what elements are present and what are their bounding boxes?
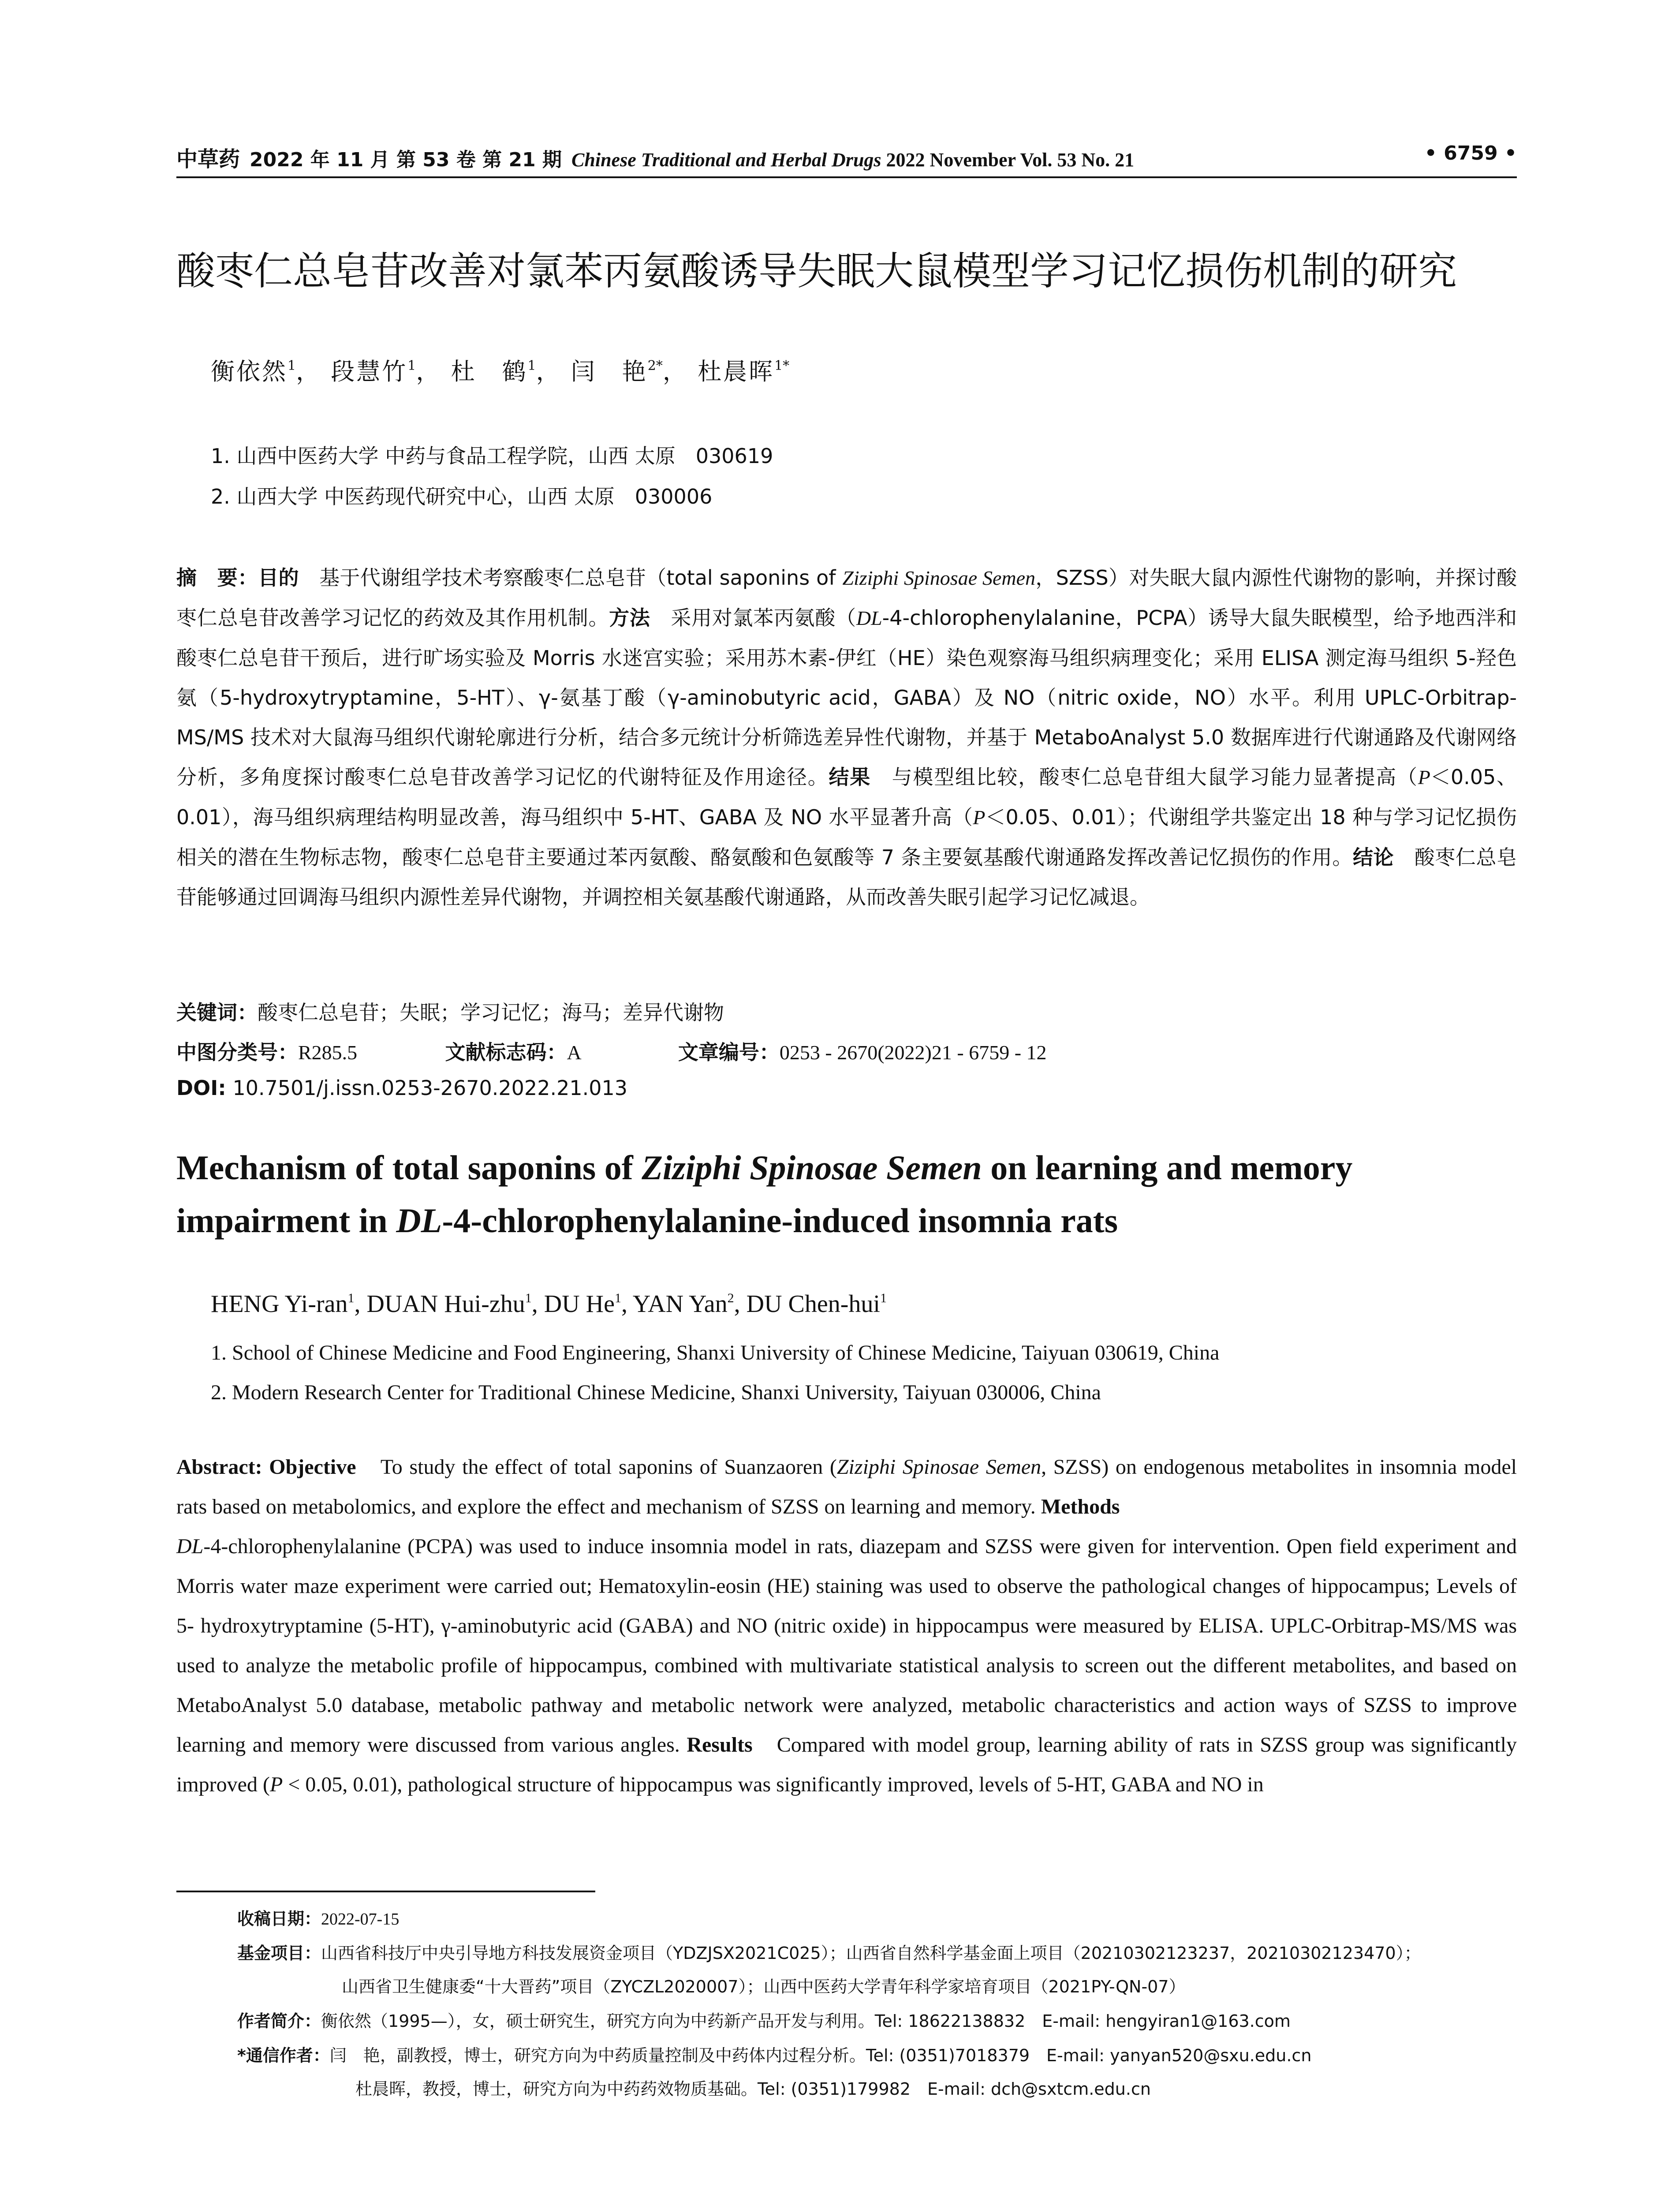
- author-en: DUAN Hui-zhu: [366, 1290, 525, 1318]
- conclusion-label: 结论: [1352, 845, 1394, 869]
- species-name-en: Ziziphi Spinosae Semen: [836, 1455, 1042, 1479]
- results-text: ＜0.05、0.01）；代谢组学共鉴定出 18 种与学习记忆损伤相关的潜在生物标志物，酸枣仁总皂苷主要通过苯丙氨酸、酪氨酸和色氨酸等 7 条主要氨基酸代谢通路发挥改善记忆损伤的作用。: [176, 805, 1517, 869]
- title-en: [176, 1141, 1521, 1247]
- clc-value: R285.5: [298, 1041, 358, 1064]
- received-date: 2022-07-15: [321, 1910, 399, 1928]
- methods-text: 采用对氯苯丙氨酸（: [650, 606, 856, 630]
- doc-code-value: A: [567, 1041, 582, 1064]
- p-value-symbol: P: [973, 806, 986, 829]
- methods-en-label: Methods: [1041, 1495, 1120, 1518]
- objective-en-text: To study the effect of total saponins of Suanzaoren (: [356, 1455, 837, 1479]
- footnote-bio: [237, 2007, 1291, 2032]
- page-number: • 6759 •: [1424, 142, 1517, 164]
- footnote-fund-cont: 山西省卫生健康委“十大晋药”项目（ZYCZL2020007）；山西中医药大学青年科学家培育项目（2021PY-QN-07）: [342, 1977, 1186, 1996]
- footnote-fund: [237, 1940, 1421, 1964]
- title-en-text: Mechanism of total saponins of: [176, 1148, 642, 1187]
- classification-line: [176, 1036, 1047, 1065]
- author-sup: 1: [347, 1291, 355, 1305]
- fund-text: 山西省科技厅中央引导地方科技发展资金项目（YDZJSX2021C025）；山西省自然科学基金面上项目（20210302123237，20210302123470）；: [321, 1943, 1421, 1963]
- title-en-species: Ziziphi Spinosae Semen: [642, 1148, 982, 1187]
- author-sup: 1: [525, 1291, 532, 1305]
- affiliation-cn: 2. 山西大学 中医药现代研究中心，山西 太原 030006: [211, 485, 713, 508]
- footnote-correspondence-cont: 杜晨晖，教授，博士，研究方向为中药药效物质基础。Tel: (0351)179982 E-mail: dch@sxtcm.edu.cn: [355, 2079, 1151, 2099]
- bio-label: 作者简介：: [237, 2011, 321, 2031]
- authors-en: HENG Yi-ran$^1$, DUAN Hui-zhu$^1$, DU He$^1$, YAN Yan$^2$, DU Chen-hui$^1$: [211, 1290, 887, 1318]
- doi-value[interactable]: 10.7501/j.issn.0253-2670.2022.21.013: [232, 1076, 628, 1100]
- affiliation-en: 1. School of Chinese Medicine and Food Engineering, Shanxi University of Chinese Medicine, Taiyuan 030619, China: [211, 1341, 1220, 1364]
- author-sup: 1: [880, 1291, 887, 1305]
- author-cn: 杜 鹤: [451, 358, 528, 385]
- issue-en: 2022 November Vol. 53 No. 21: [886, 149, 1135, 171]
- affiliation-en: 2. Modern Research Center for Traditional Chinese Medicine, Shanxi University, Taiyuan 030006, China: [211, 1381, 1101, 1404]
- bio-text: 衡依然（1995—），女，硕士研究生，研究方向为中药新产品开发与利用。Tel: 18622138832 E-mail: hengyiran1@163.com: [321, 2011, 1291, 2031]
- p-value-symbol-en: P: [269, 1773, 283, 1796]
- species-name: Ziziphi Spinosae Semen: [842, 567, 1035, 589]
- affiliation-cn: 1. 山西中医药大学 中药与食品工程学院，山西 太原 030619: [211, 444, 773, 468]
- author-cn: 衡依然: [211, 358, 287, 385]
- abstract-cn: [176, 558, 1517, 917]
- results-text: ＜0.05、0.01），海马组织病理结构明显改善，海马组织中 5-HT、GABA 及 NO 水平显著升高（: [176, 765, 1517, 829]
- author-sup: 1*: [774, 358, 790, 374]
- abstract-en-label: Abstract: Objective: [176, 1455, 356, 1479]
- author-en: DU Chen-hui: [746, 1290, 880, 1318]
- corr-text: 闫 艳，副教授，博士，研究方向为中药质量控制及中药体内过程分析。Tel: (0351)7018379 E-mail: yanyan520@sxu.edu.cn: [329, 2046, 1312, 2065]
- methods-en-text: -4-chlorophenylalanine (PCPA) was used to induce insomnia model in rats, diazepam and SZSS were given for intervention. Open field experiment and Morris water maze experiment were carried out; Hematoxylin-eosin (HE) staining was used to observe the pathological changes of hippocampus; Levels of 5- hydroxytryptamine (5-HT), γ-aminobutyric acid (GABA) and NO (nitric oxide) in hippocampus were measured by ELISA. UPLC-Orbitrap-MS/MS was used to analyze the metabolic profile of hippocampus, combined with multivariate statistical analysis to screen out the different metabolites, and based on MetaboAnalyst 5.0 database, metabolic pathway and metabolic network were analyzed, metabolic characteristics and action ways of SZSS to improve learning and memory were discussed from various angles.: [176, 1535, 1517, 1757]
- authors-cn: 衡依然$^1$， 段慧竹$^1$， 杜 鹤$^1$， 闫 艳$^{2*}$， 杜晨晖$^{1*}$: [211, 358, 790, 385]
- title-en-text: -4-chlorophenylalanine-induced insomnia rats: [442, 1201, 1118, 1240]
- author-sup: 1: [614, 1291, 621, 1305]
- objective-label: 目的: [258, 566, 299, 590]
- doi-label: DOI:: [176, 1076, 226, 1100]
- title-en-prefix: DL: [396, 1201, 442, 1240]
- author-sup: 1: [407, 358, 416, 374]
- results-en-text: < 0.05, 0.01), pathological structure of hippocampus was significantly improved, levels of 5-HT, GABA and NO in: [283, 1773, 1264, 1796]
- keywords-value: 酸枣仁总皂苷；失眠；学习记忆；海马；差异代谢物: [258, 1001, 724, 1024]
- prefix-italic-en: DL: [176, 1535, 204, 1558]
- author-en: HENG Yi-ran: [211, 1290, 348, 1318]
- p-value-symbol: P: [1418, 766, 1430, 789]
- article-number-label: 文章编号：: [678, 1040, 780, 1064]
- results-en-text: Compared with model group, learning ability of rats in SZSS group was significantly improved (: [176, 1733, 1517, 1796]
- received-label: 收稿日期：: [237, 1909, 321, 1928]
- keywords-cn: [176, 997, 724, 1026]
- doc-code-label: 文献标志码：: [445, 1040, 567, 1064]
- clc-label: 中图分类号：: [176, 1040, 298, 1064]
- objective-text: 基于代谢组学技术考察酸枣仁总皂苷（total saponins of: [299, 566, 843, 590]
- doi-line: [176, 1076, 627, 1100]
- abstract-en: [176, 1447, 1517, 1805]
- running-header: [176, 142, 1517, 177]
- objective-text: ，SZSS）对失眠大鼠内源性代谢物的影响，并探讨酸枣仁总皂苷改善学习记忆的药效及其作用机制。: [176, 566, 1517, 630]
- footnote-divider: [176, 1891, 595, 1892]
- article-number-value: 0253 - 2670(2022)21 - 6759 - 12: [779, 1041, 1047, 1064]
- author-en: YAN Yan: [632, 1290, 728, 1318]
- author-sup: 1: [287, 358, 296, 374]
- journal-name-cn: 中草药: [176, 147, 240, 172]
- methods-text: -4-chlorophenylalanine，PCPA）诱导大鼠失眠模型，给予地西泮和酸枣仁总皂苷干预后，进行旷场实验及 Morris 水迷宫实验；采用苏木素-伊红（HE）染色观察海马组织病理变化；采用 ELISA 测定海马组织 5-羟色氨（5-hydroxytryptamine，5-HT）、γ-氨基丁酸（γ-aminobutyric acid，GABA）及 NO（nitric oxide，NO）水平。利用 UPLC-Orbitrap-MS/MS 技术对大鼠海马组织代谢轮廓进行分析，结合多元统计分析筛选差异性代谢物，并基于 MetaboAnalyst 5.0 数据库进行代谢通路及代谢网络分析，多角度探讨酸枣仁总皂苷改善学习记忆的代谢特征及作用途径。: [176, 606, 1517, 789]
- author-sup: 2*: [647, 358, 663, 374]
- author-sup: 1: [527, 358, 536, 374]
- fund-label: 基金项目：: [237, 1943, 321, 1963]
- footnote-received: [237, 1905, 399, 1929]
- results-label: 结果: [829, 765, 871, 789]
- title-en-text: on learning and memory impairment in: [176, 1148, 1353, 1240]
- issue-cn: 2022 年 11 月 第 53 卷 第 21 期: [250, 149, 562, 171]
- header-divider: [176, 176, 1517, 178]
- prefix-italic: DL: [856, 607, 882, 629]
- results-en-label: Results: [687, 1733, 753, 1757]
- author-cn: 杜晨晖: [698, 358, 775, 385]
- author-cn: 段慧竹: [331, 358, 408, 385]
- conclusion-text: 酸枣仁总皂苷能够通过回调海马组织内源性差异代谢物，并调控相关氨基酸代谢通路，从而改善失眠引起学习记忆减退。: [176, 845, 1517, 909]
- methods-label: 方法: [609, 606, 650, 630]
- objective-en-text: , SZSS) on endogenous metabolites in insomnia model rats based on metabolomics, and explore the effect and mechanism of SZSS on learning and memory.: [176, 1455, 1517, 1518]
- keywords-label: 关键词：: [176, 1001, 258, 1024]
- corr-label: *通信作者：: [237, 2046, 330, 2065]
- author-cn: 闫 艳: [571, 358, 648, 385]
- author-en: DU He: [544, 1290, 615, 1318]
- abstract-label: 摘 要：: [176, 566, 258, 590]
- author-sup: 2: [727, 1291, 734, 1305]
- footnote-correspondence: [237, 2042, 1311, 2066]
- title-cn: 酸枣仁总皂苷改善对氯苯丙氨酸诱导失眠大鼠模型学习记忆损伤机制的研究: [176, 248, 1457, 294]
- results-text: 与模型组比较，酸枣仁总皂苷组大鼠学习能力显著提高（: [870, 765, 1418, 789]
- journal-name-en: Chinese Traditional and Herbal Drugs: [571, 149, 881, 171]
